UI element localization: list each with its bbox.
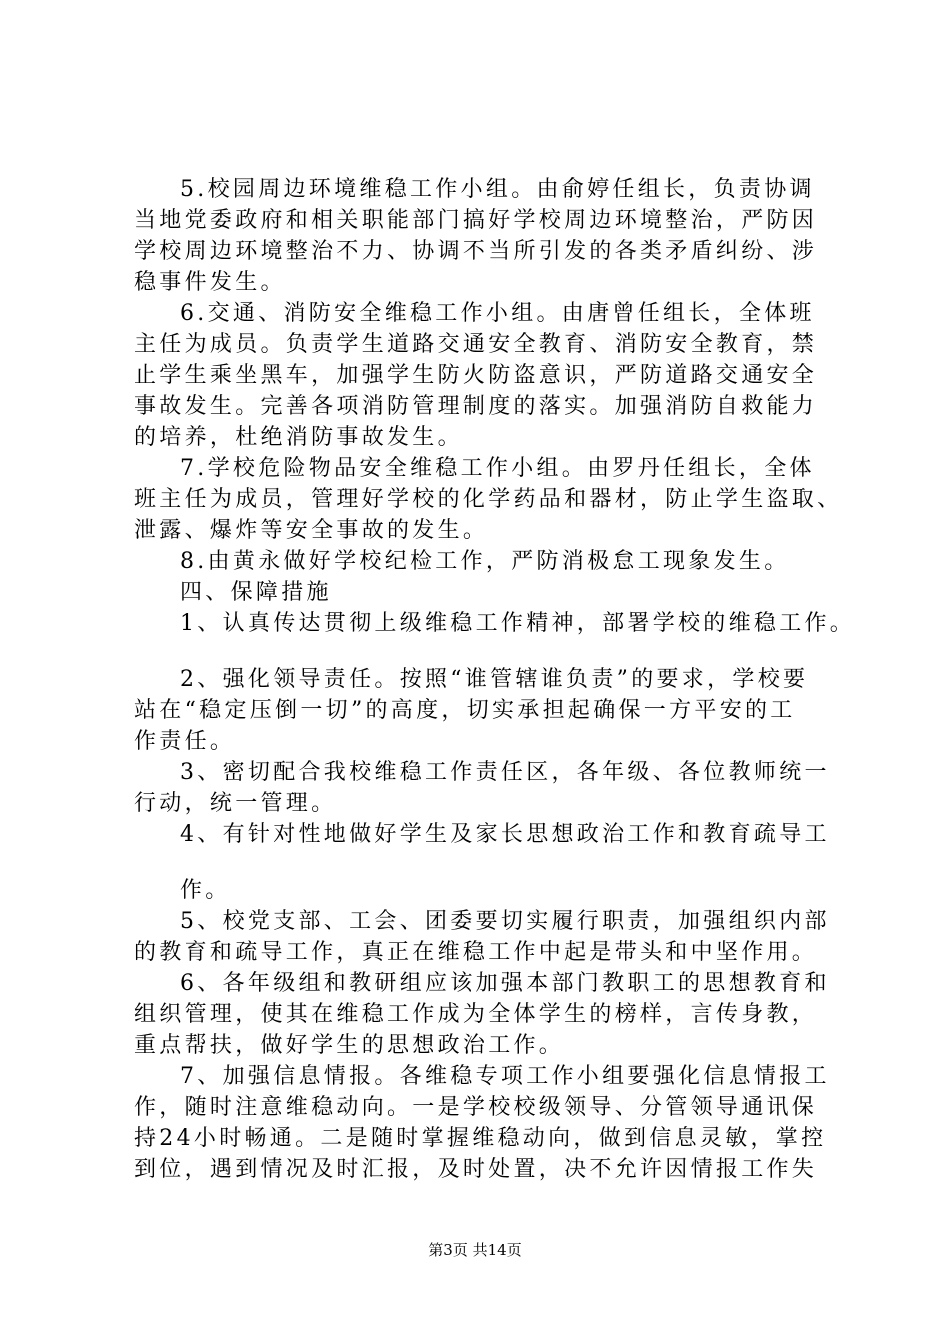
text-line: 持24小时畅通。二是随时掌握维稳动向，做到信息灵敏，掌控 xyxy=(134,1126,827,1151)
text-line: 4、有针对性地做好学生及家长思想政治工作和教育疏导工 xyxy=(180,822,830,847)
text-line: 5.校园周边环境维稳工作小组。由俞婷任组长，负责协调 xyxy=(180,177,815,202)
text-line: 稳事件发生。 xyxy=(134,270,286,295)
text-line: 站在“稳定压倒一切”的高度，切实承担起确保一方平安的工 xyxy=(134,698,796,723)
text-line: 班主任为成员，管理好学校的化学药品和器材，防止学生盗取、 xyxy=(134,487,843,512)
text-line: 6、各年级组和教研组应该加强本部门教职工的思想教育和 xyxy=(180,971,830,996)
text-line: 主任为成员。负责学生道路交通安全教育、消防安全教育，禁 xyxy=(134,332,818,357)
text-line: 作责任。 xyxy=(134,729,236,754)
text-line: 组织管理，使其在维稳工作成为全体学生的榜样，言传身教， xyxy=(134,1002,818,1027)
text-line: 5、校党支部、工会、团委要切实履行职责，加强组织内部 xyxy=(180,909,830,934)
text-line: 作。 xyxy=(180,878,231,903)
text-line: 到位，遇到情况及时汇报，及时处置，决不允许因情报工作失 xyxy=(134,1157,818,1182)
text-line: 行动，统一管理。 xyxy=(134,791,337,816)
text-line: 6.交通、消防安全维稳工作小组。由唐曾任组长，全体班 xyxy=(180,301,815,326)
text-line: 泄露、爆炸等安全事故的发生。 xyxy=(134,518,489,543)
text-line: 的培养，杜绝消防事故发生。 xyxy=(134,425,463,450)
text-line: 1、认真传达贯彻上级维稳工作精神，部署学校的维稳工作。 xyxy=(180,611,856,636)
text-line: 学校周边环境整治不力、协调不当所引发的各类矛盾纠纷、涉 xyxy=(134,239,818,264)
text-line: 7.学校危险物品安全维稳工作小组。由罗丹任组长，全体 xyxy=(180,456,815,481)
text-line: 3、密切配合我校维稳工作责任区，各年级、各位教师统一 xyxy=(180,760,830,785)
text-line: 重点帮扶，做好学生的思想政治工作。 xyxy=(134,1033,565,1058)
text-line: 当地党委政府和相关职能部门搞好学校周边环境整治，严防因 xyxy=(134,208,818,233)
section-heading: 四、保障措施 xyxy=(180,580,332,605)
text-line: 8.由黄永做好学校纪检工作，严防消极怠工现象发生。 xyxy=(180,549,790,574)
page-number-footer: 第3页 共14页 xyxy=(428,1241,522,1259)
text-line: 2、强化领导责任。按照“谁管辖谁负责”的要求，学校要 xyxy=(180,667,809,692)
text-line: 的教育和疏导工作，真正在维稳工作中起是带头和中坚作用。 xyxy=(134,940,818,965)
text-line: 事故发生。完善各项消防管理制度的落实。加强消防自救能力 xyxy=(134,394,818,419)
text-line: 7、加强信息情报。各维稳专项工作小组要强化信息情报工 xyxy=(180,1064,830,1089)
text-line: 作，随时注意维稳动向。一是学校校级领导、分管领导通讯保 xyxy=(134,1095,818,1120)
text-line: 止学生乘坐黑车，加强学生防火防盗意识，严防道路交通安全 xyxy=(134,363,818,388)
